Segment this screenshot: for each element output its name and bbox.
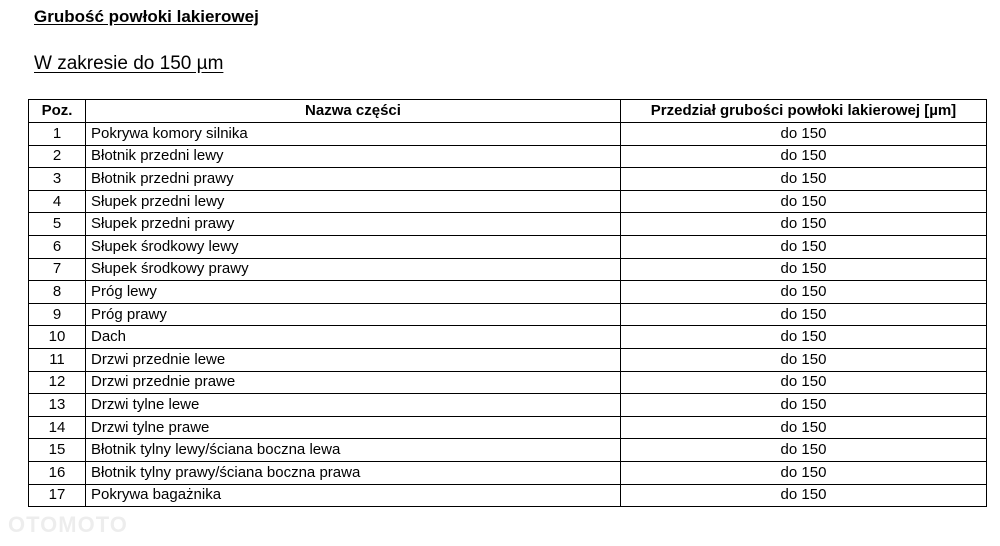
row-position: 5	[29, 213, 86, 236]
row-part-name: Błotnik tylny lewy/ściana boczna lewa	[86, 439, 621, 462]
row-position: 3	[29, 168, 86, 191]
row-position: 7	[29, 258, 86, 281]
row-position: 11	[29, 348, 86, 371]
row-part-name: Drzwi tylne lewe	[86, 394, 621, 417]
row-position: 12	[29, 371, 86, 394]
row-part-name: Dach	[86, 326, 621, 349]
row-part-name: Słupek środkowy lewy	[86, 235, 621, 258]
row-position: 13	[29, 394, 86, 417]
document-title: Grubość powłoki lakierowej	[34, 7, 259, 26]
table-row	[29, 461, 987, 484]
row-part-name: Słupek przedni prawy	[86, 213, 621, 236]
table-header	[29, 100, 987, 123]
row-part-name: Próg lewy	[86, 281, 621, 304]
header-position: Poz.	[29, 100, 86, 123]
table-row	[29, 235, 987, 258]
row-position: 4	[29, 190, 86, 213]
row-thickness-range: do 150	[621, 145, 987, 168]
row-thickness-range: do 150	[621, 235, 987, 258]
row-position: 14	[29, 416, 86, 439]
row-position: 9	[29, 303, 86, 326]
table-row	[29, 394, 987, 417]
row-thickness-range: do 150	[621, 303, 987, 326]
row-part-name: Błotnik przedni prawy	[86, 168, 621, 191]
row-part-name: Drzwi przednie lewe	[86, 348, 621, 371]
row-part-name: Słupek przedni lewy	[86, 190, 621, 213]
table-row	[29, 484, 987, 507]
row-thickness-range: do 150	[621, 484, 987, 507]
table-row	[29, 213, 987, 236]
table-row	[29, 190, 987, 213]
row-position: 10	[29, 326, 86, 349]
table-row	[29, 258, 987, 281]
table-body	[29, 123, 987, 507]
table-row	[29, 416, 987, 439]
row-part-name: Drzwi przednie prawe	[86, 371, 621, 394]
row-thickness-range: do 150	[621, 326, 987, 349]
row-part-name: Pokrywa bagażnika	[86, 484, 621, 507]
row-part-name: Drzwi tylne prawe	[86, 416, 621, 439]
row-position: 8	[29, 281, 86, 304]
coating-thickness-table	[28, 99, 987, 507]
row-thickness-range: do 150	[621, 394, 987, 417]
row-thickness-range: do 150	[621, 461, 987, 484]
row-position: 6	[29, 235, 86, 258]
table-header-row	[29, 100, 987, 123]
table-row	[29, 439, 987, 462]
row-part-name: Błotnik przedni lewy	[86, 145, 621, 168]
row-position: 16	[29, 461, 86, 484]
table-row	[29, 326, 987, 349]
row-position: 2	[29, 145, 86, 168]
table-row	[29, 371, 987, 394]
row-position: 17	[29, 484, 86, 507]
row-thickness-range: do 150	[621, 213, 987, 236]
row-thickness-range: do 150	[621, 123, 987, 146]
row-position: 1	[29, 123, 86, 146]
table-row	[29, 303, 987, 326]
row-position: 15	[29, 439, 86, 462]
row-part-name: Słupek środkowy prawy	[86, 258, 621, 281]
row-part-name: Pokrywa komory silnika	[86, 123, 621, 146]
document-subtitle: W zakresie do 150 µm	[34, 53, 224, 74]
row-thickness-range: do 150	[621, 371, 987, 394]
header-thickness-range: Przedział grubości powłoki lakierowej [µm]	[621, 100, 987, 123]
row-part-name: Próg prawy	[86, 303, 621, 326]
header-part-name: Nazwa części	[86, 100, 621, 123]
row-thickness-range: do 150	[621, 439, 987, 462]
table-row	[29, 123, 987, 146]
table-row	[29, 348, 987, 371]
table-row	[29, 281, 987, 304]
row-thickness-range: do 150	[621, 281, 987, 304]
row-thickness-range: do 150	[621, 348, 987, 371]
row-thickness-range: do 150	[621, 416, 987, 439]
watermark-logo: OTOMOTO	[8, 512, 128, 537]
row-thickness-range: do 150	[621, 258, 987, 281]
row-part-name: Błotnik tylny prawy/ściana boczna prawa	[86, 461, 621, 484]
row-thickness-range: do 150	[621, 168, 987, 191]
table-row	[29, 168, 987, 191]
row-thickness-range: do 150	[621, 190, 987, 213]
table-row	[29, 145, 987, 168]
